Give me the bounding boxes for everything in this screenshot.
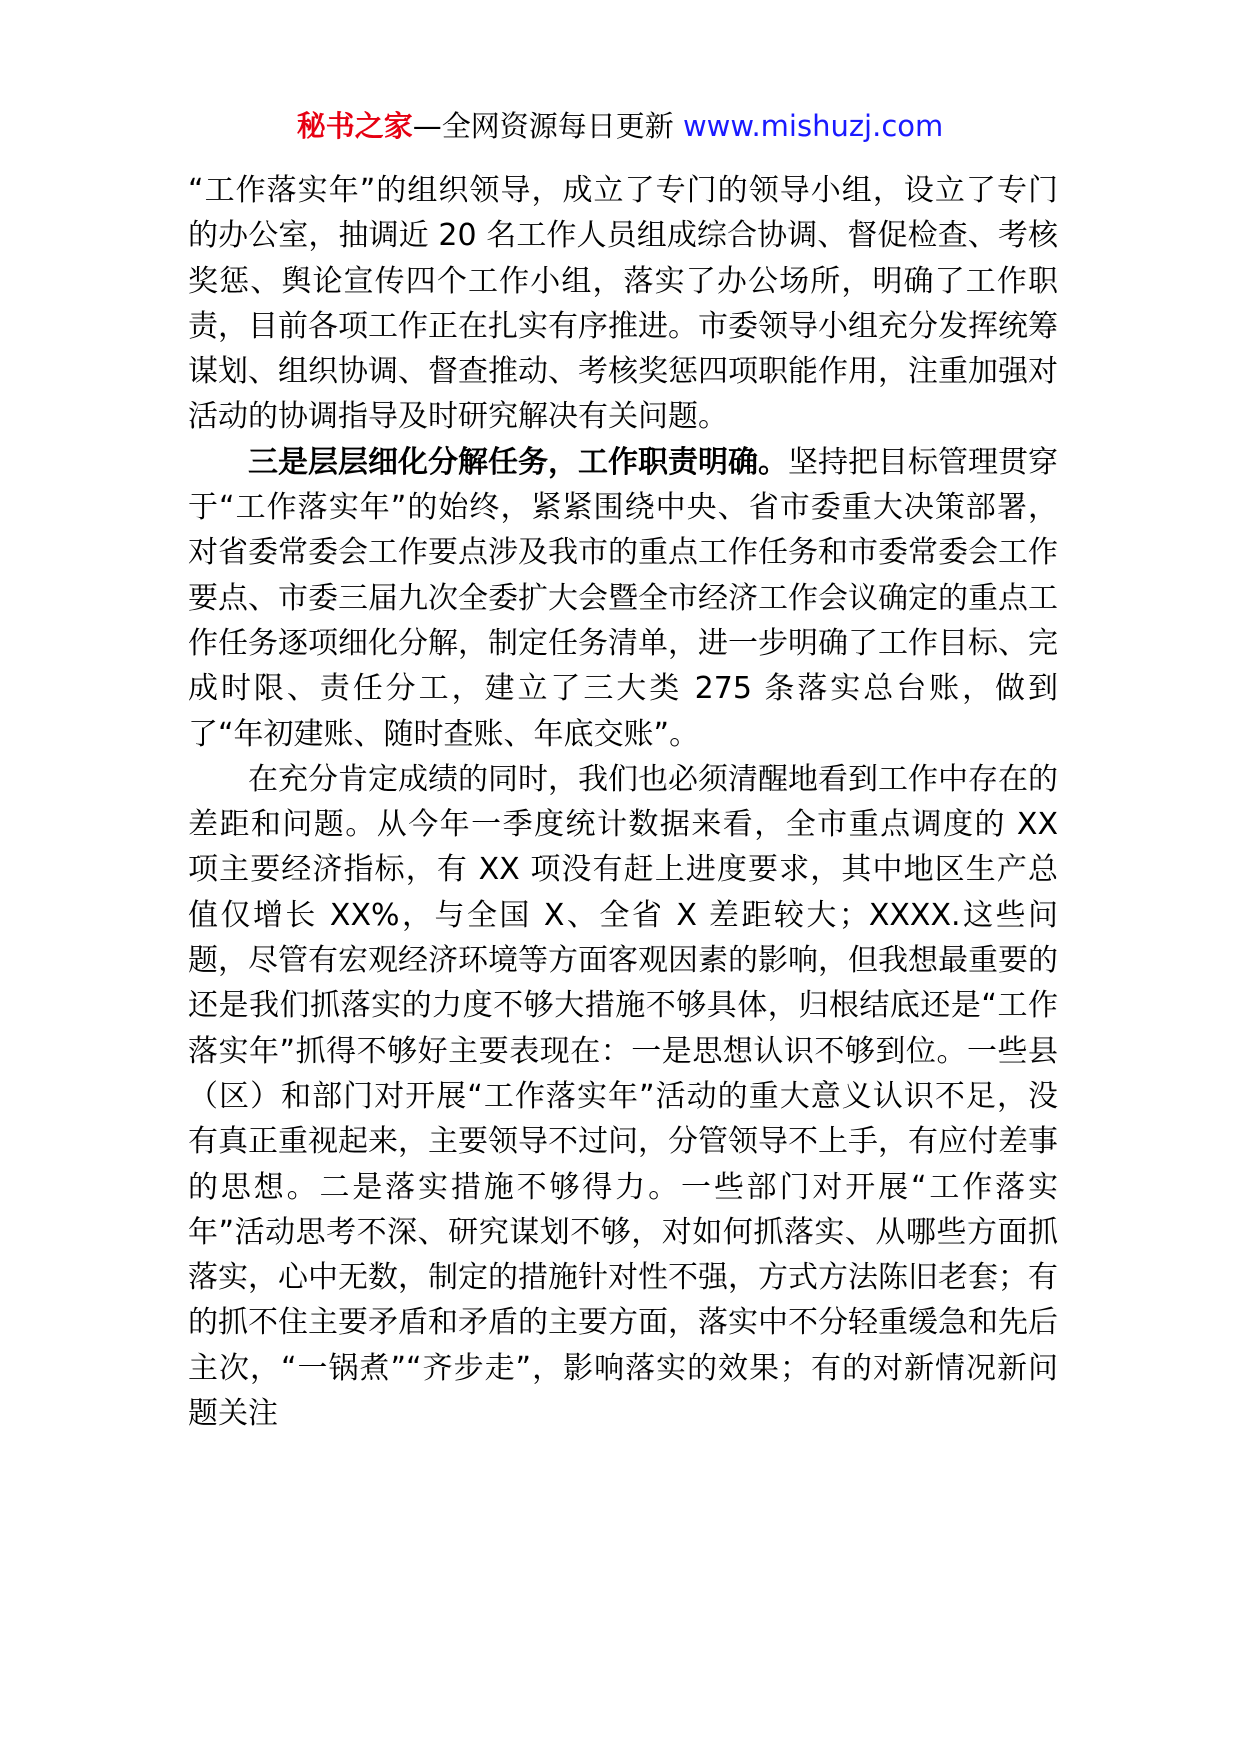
- page-header: [0, 104, 1240, 148]
- brand-name: 秘书之家: [296, 109, 413, 143]
- document-body: [188, 168, 1058, 1436]
- website-link[interactable]: www.mishuzj.com: [682, 109, 944, 143]
- paragraph-task-breakdown: [188, 440, 1058, 757]
- paragraph-text: “工作落实年”的组织领导，成立了专门的领导小组，设立了专门的办公室，抽调近 20 名工作人员组成综合协调、督促检查、考核奖惩、舆论宣传四个工作小组，落实了办公场所，明确了工作职责，目前各项工作正在扎实有序推进。市委领导小组充分发挥统筹谋划、组织协调、督查推动、考核奖惩四项职能作用，注重加强对活动的协调指导及时研究解决有关问题。: [188, 173, 1058, 435]
- paragraph-text: 坚持把目标管理贯穿于“工作落实年”的始终，紧紧围绕中央、省市委重大决策部署，对省委常委会工作要点涉及我市的重点工作任务和市委常委会工作要点、市委三届九次全委扩大会暨全市经济工作会议确定的重点工作任务逐项细化分解，制定任务清单，进一步明确了工作目标、完成时限、责任分工，建立了三大类 275 条落实总台账，做到了“年初建账、随时查账、年底交账”。: [188, 444, 1058, 752]
- paragraph-text: 在充分肯定成绩的同时，我们也必须清醒地看到工作中存在的差距和问题。从今年一季度统计数据来看，全市重点调度的 XX 项主要经济指标，有 XX 项没有赶上进度要求，其中地区生产总值仅增长 XX%，与全国 X、全省 X 差距较大；XXXX.这些问题，尽管有宏观经济环境等方面客观因素的影响，但我想最重要的还是我们抓落实的力度不够大措施不够具体，归根结底还是“工作落实年”抓得不够好主要表现在：一是思想认识不够到位。一些县（区）和部门对开展“工作落实年”活动的重大意义认识不足，没有真正重视起来，主要领导不过问，分管领导不上手，有应付差事的思想。二是落实措施不够得力。一些部门对开展“工作落实年”活动思考不深、研究谋划不够，对如何抓落实、从哪些方面抓落实，心中无数，制定的措施针对性不强，方式方法陈旧老套；有的抓不住主要矛盾和矛盾的主要方面，落实中不分轻重缓急和先后主次，“一锅煮”“齐步走”，影响落实的效果；有的对新情况新问题关注: [188, 761, 1058, 1432]
- paragraph-problems: [188, 757, 1058, 1436]
- header-slogan: —全网资源每日更新: [412, 109, 674, 143]
- paragraph-lead: 三是层层细化分解任务，工作职责明确。: [248, 444, 788, 480]
- paragraph-continuation: [188, 168, 1058, 440]
